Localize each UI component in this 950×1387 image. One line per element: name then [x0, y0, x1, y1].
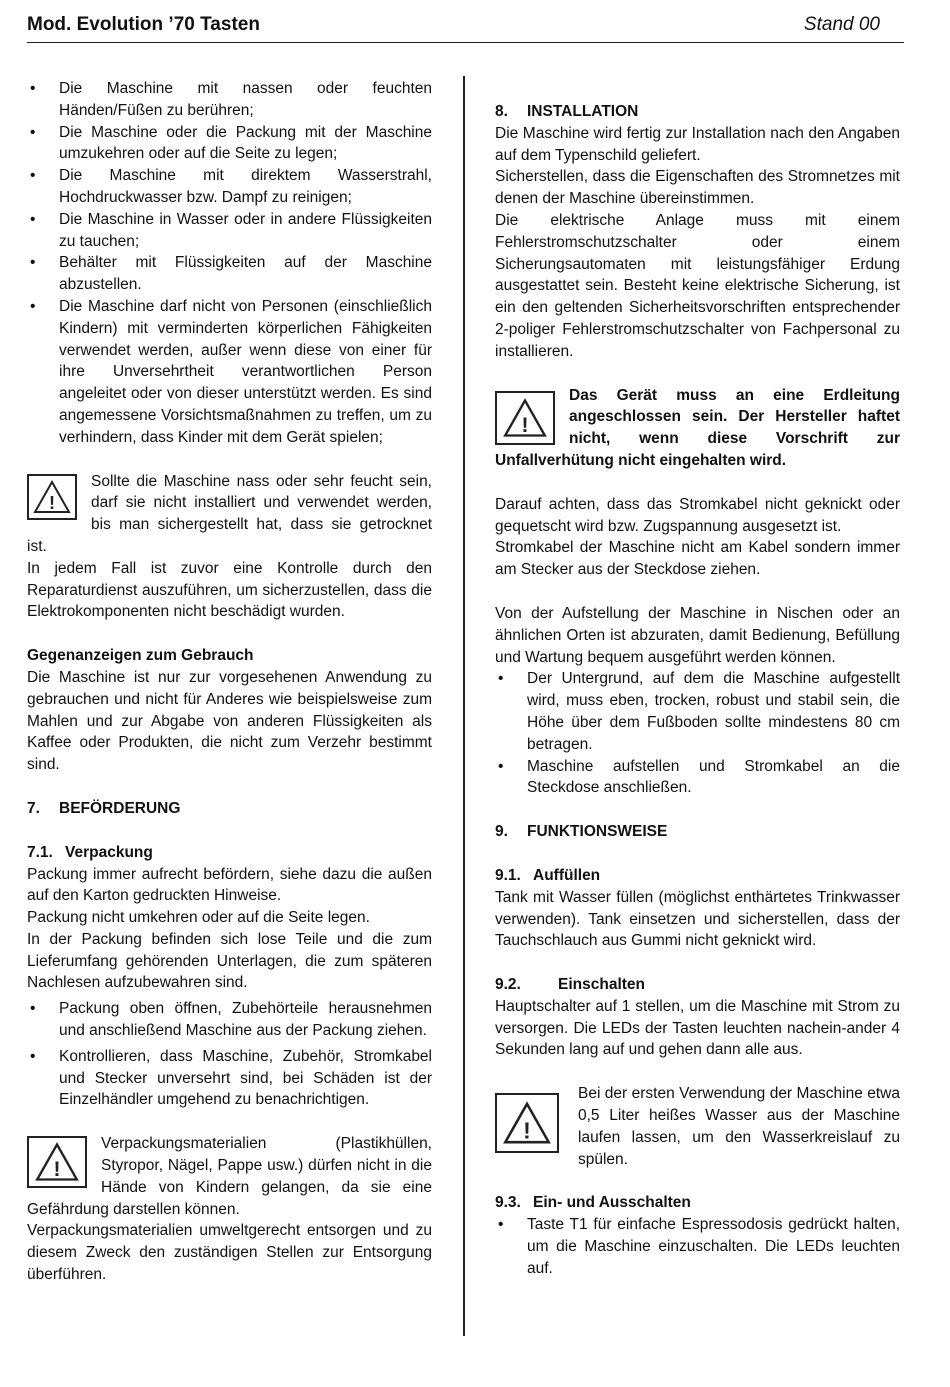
- list-item: • Packung oben öffnen, Zubehörteile herausnehmen und anschließend Maschine aus der Packung ziehen.: [27, 998, 432, 1042]
- list-item: • Kontrollieren, dass Maschine, Zubehör, Stromkabel und Stecker unversehrt sind, bei Schäden ist der Einzelhändler umgehend zu benachrichtigen.: [27, 1046, 432, 1111]
- right-column: [495, 101, 900, 1280]
- subsection-heading: 7.1. Verpackung: [27, 843, 153, 861]
- switch-list: [495, 1214, 900, 1279]
- unpacking-list: [27, 998, 432, 1111]
- document-title: Mod. Evolution ’70 Tasten: [27, 14, 260, 35]
- section-heading: 7. BEFÖRDERUNG: [27, 799, 181, 817]
- warning-text: Das Gerät muss an eine Erdleitung angeschlossen sein. Der Hersteller haftet nicht, wenn diese Vorschrift zur Unfallverhütung nicht eingehalten wird.: [495, 386, 900, 469]
- warning-text: Verpackungsmaterialien (Plastikhüllen, Styropor, Nägel, Pappe usw.) dürfen nicht in die Hände von Kindern gelangen, da sie eine Gefährdung darstellen können.: [27, 1135, 432, 1218]
- paragraph: In der Packung befinden sich lose Teile und die zum Lieferumfang gehörenden Unterlagen, die zum späteren Nachlesen aufzubewahren sind.: [27, 930, 432, 992]
- warning-triangle-icon: [495, 391, 555, 445]
- warning-block-first-use: [495, 1083, 900, 1170]
- page-header: [27, 12, 904, 43]
- warning-block-packaging: [27, 1133, 432, 1220]
- warning-text: Sollte die Maschine nass oder sehr feucht sein, darf sie nicht installiert und verwendet werden, bis man sichergestellt hat, dass sie getrocknet ist.: [27, 472, 432, 555]
- svg-text:!: !: [523, 1117, 531, 1144]
- list-item: • Die Maschine darf nicht von Personen (einschließlich Kindern) mit verminderten körperlichen Fähigkeiten verwendet werden, außer wenn diese von einer für ihre Unversehrtheit verantwortlichen Person angeleitet oder von dieser unterstützt werden. Es sind angemessene Vorsichtsmaßnahmen zu treffen, um zu verhindern, dass Kinder mit dem Gerät spielen;: [27, 296, 432, 449]
- warning-triangle-icon: [27, 474, 77, 520]
- paragraph: Packung immer aufrecht befördern, siehe dazu die außen auf den Karton gedruckten Hinweise.: [27, 865, 432, 905]
- section-heading: 9. FUNKTIONSWEISE: [495, 823, 668, 841]
- section-heading: Gegenanzeigen zum Gebrauch: [27, 647, 254, 665]
- svg-text:!: !: [521, 413, 529, 437]
- list-item: • Die Maschine mit nassen oder feuchten Händen/Füßen zu berühren;: [27, 78, 432, 122]
- paragraph: Tank mit Wasser füllen (möglichst enthärtetes Trinkwasser verwenden). Tank einsetzen und sicherstellen, dass der Tauchschlauch aus Gummi nicht geknickt wird.: [495, 888, 900, 950]
- subsection-heading: 9.3. Ein- und Ausschalten: [495, 1194, 691, 1212]
- list-item: • Behälter mit Flüssigkeiten auf der Maschine abzustellen.: [27, 252, 432, 296]
- column-divider: [463, 76, 465, 1336]
- paragraph: Darauf achten, dass das Stromkabel nicht geknickt oder gequetscht wird bzw. Zugspannung ausgesetzt ist.: [495, 495, 900, 535]
- warning-triangle-icon: [495, 1093, 559, 1153]
- revision-label: Stand 00: [803, 14, 880, 35]
- warning-text: Bei der ersten Verwendung der Maschine etwa 0,5 Liter heißes Wasser aus der Maschine laufen lassen, um den Wasserkreislauf zu spülen.: [578, 1085, 900, 1168]
- list-item: • Die Maschine mit direktem Wasserstrahl, Hochdruckwasser bzw. Dampf zu reinigen;: [27, 165, 432, 209]
- list-item: • Die Maschine in Wasser oder in andere Flüssigkeiten zu tauchen;: [27, 209, 432, 253]
- warning-triangle-icon: [27, 1136, 87, 1188]
- list-item: • Der Untergrund, auf dem die Maschine aufgestellt wird, muss eben, trocken, robust und stabil sein, die Höhe über dem Fußboden sollte mindestens 80 cm betragen.: [495, 668, 900, 755]
- paragraph: Von der Aufstellung der Maschine in Nischen oder an ähnlichen Orten ist abzuraten, damit Bedienung, Befüllung und Wartung bequem ausgeführt werden können.: [495, 604, 900, 666]
- paragraph: In jedem Fall ist zuvor eine Kontrolle durch den Reparaturdienst auszuführen, um sicherzustellen, dass die Elektrokomponenten nicht beschädigt wurden.: [27, 559, 432, 621]
- paragraph: Sicherstellen, dass die Eigenschaften des Stromnetzes mit denen der Maschine übereinstimmen.: [495, 168, 900, 208]
- placement-list: [495, 668, 900, 799]
- list-item: • Taste T1 für einfache Espressodosis gedrückt halten, um die Maschine einzuschalten. Die LEDs leuchten auf.: [495, 1214, 900, 1279]
- paragraph: Stromkabel der Maschine nicht am Kabel sondern immer am Stecker aus der Steckdose ziehen.: [495, 539, 900, 579]
- list-item: • Die Maschine oder die Packung mit der Maschine umzukehren oder auf die Seite zu legen;: [27, 122, 432, 166]
- paragraph: Die elektrische Anlage muss mit einem Fehlerstromschutzschalter oder einem Sicherungsautomaten mit leistungsfähiger Erdung ausgestattet sein. Besteht keine elektrische Sicherung, ist ein den geltenden Sicherheitsvorschriften entsprechender 2-poliger Fehlerstromschutzschalter von Fachpersonal zu installieren.: [495, 211, 900, 360]
- svg-text:!: !: [53, 1158, 61, 1182]
- prohibition-list: [27, 78, 432, 449]
- paragraph: Verpackungsmaterialien umweltgerecht entsorgen und zu diesem Zweck den zuständigen Stellen zur Entsorgung überführen.: [27, 1222, 432, 1284]
- paragraph: Packung nicht umkehren oder auf die Seite legen.: [27, 909, 370, 927]
- subsection-heading: 9.2. Einschalten: [495, 976, 645, 994]
- section-heading: 8. INSTALLATION: [495, 103, 639, 120]
- paragraph: Hauptschalter auf 1 stellen, um die Maschine mit Strom zu versorgen. Die LEDs der Tasten leuchten nachein-ander 4 Sekunden lang auf und gehen dann alle aus.: [495, 997, 900, 1059]
- warning-block-ground: [495, 385, 900, 472]
- list-item: • Maschine aufstellen und Stromkabel an die Steckdose anschließen.: [495, 756, 900, 800]
- left-column: [27, 78, 432, 1286]
- paragraph: Die Maschine ist nur zur vorgesehenen Anwendung zu gebrauchen und nicht für Anderes wie beispielsweise zum Mahlen und zur Abgabe von anderen Flüssigkeiten als Kaffee oder Produkten, die nicht zum Verzehr bestimmt sind.: [27, 668, 432, 774]
- paragraph: Die Maschine wird fertig zur Installation nach den Angaben auf dem Typenschild geliefert.: [495, 124, 900, 164]
- warning-block-wet: [27, 471, 432, 558]
- svg-text:!: !: [49, 492, 55, 513]
- subsection-heading: 9.1. Auffüllen: [495, 866, 601, 884]
